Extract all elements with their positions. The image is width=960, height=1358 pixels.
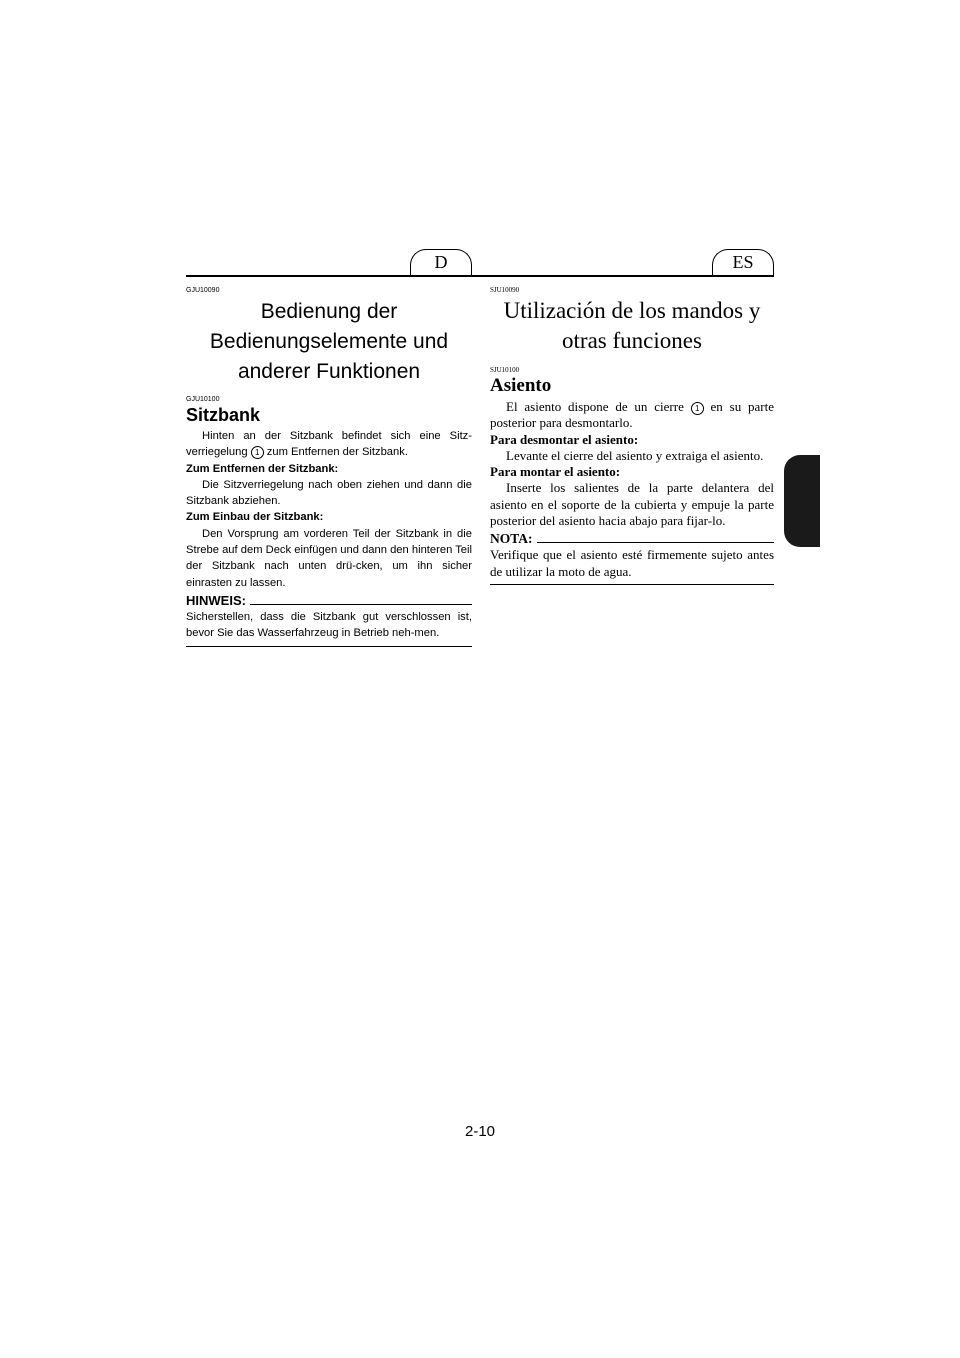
note-rule-es <box>537 542 775 543</box>
chapter-side-tab <box>784 455 820 547</box>
chapter-title-es: Utilización de los mandos y otras funciones <box>503 298 761 353</box>
remove-heading-de: Zum Entfernen der Sitzbank: <box>186 462 339 475</box>
note-label-de: HINWEIS: <box>186 592 246 608</box>
note-header-es <box>490 531 774 547</box>
note-end-rule-es <box>490 584 774 585</box>
note-rule-de <box>250 604 472 605</box>
language-code-de: D <box>434 252 448 272</box>
column-spanish <box>490 286 774 585</box>
header-rule <box>186 275 774 277</box>
language-badge-de <box>410 249 472 275</box>
note-text-de: Sicherstellen, dass die Sitzbank gut verschlossen ist, bevor Sie das Wasserfahrzeug in Betrieb neh-men. <box>186 610 472 640</box>
callout-marker-de: 1 <box>251 446 264 459</box>
note-label-es: NOTA: <box>490 531 533 547</box>
intro-paragraph-es: El asiento dispone de un cierre 1 en su parte posterior para desmontarlo. <box>490 399 775 431</box>
note-end-rule-de <box>186 646 472 647</box>
subsection-code-de: GJU10100 <box>186 396 220 403</box>
section-heading-de: Sitzbank <box>186 405 261 425</box>
install-heading-es: Para montar el asiento: <box>490 464 621 480</box>
remove-text-de: Die Sitzverriegelung nach oben ziehen und dann die Sitzbank abziehen. <box>186 478 472 508</box>
remove-text-es: Levante el cierre del asiento y extraiga el asiento. <box>506 447 764 463</box>
note-header-de <box>186 593 472 609</box>
language-code-es: ES <box>732 252 754 272</box>
section-code-es: SJU10090 <box>490 286 520 294</box>
note-text-es: Verifique que el asiento esté firmemente sujeto antes de utilizar la moto de agua. <box>490 547 774 579</box>
page-number: 2-10 <box>464 1123 496 1140</box>
install-heading-de: Zum Einbau der Sitzbank: <box>186 511 324 524</box>
callout-marker-es: 1 <box>691 402 704 415</box>
install-text-de: Den Vorsprung am vorderen Teil der Sitzbank in die Strebe auf dem Deck einfügen und dann den hinteren Teil der Sitzbank nach unten drü-cken, um ihn sicher einrasten zu lassen. <box>186 527 472 589</box>
section-code-de: GJU10090 <box>186 287 220 294</box>
install-text-es: Inserte los salientes de la parte delantera del asiento en el soporte de la cubierta y empuje la parte posterior del asiento hacia abajo para fijar-lo. <box>490 480 774 529</box>
chapter-title-de: Bedienung der Bedienungselemente und anderer Funktionen <box>209 300 449 383</box>
column-german <box>186 286 472 647</box>
remove-heading-es: Para desmontar el asiento: <box>490 431 639 447</box>
language-badge-es <box>712 249 774 275</box>
section-heading-es: Asiento <box>490 375 552 396</box>
intro-paragraph-de: Hinten an der Sitzbank befindet sich eine Sitz-verriegelung 1 zum Entfernen der Sitzbank. <box>186 430 472 459</box>
subsection-code-es: SJU10100 <box>490 366 520 374</box>
